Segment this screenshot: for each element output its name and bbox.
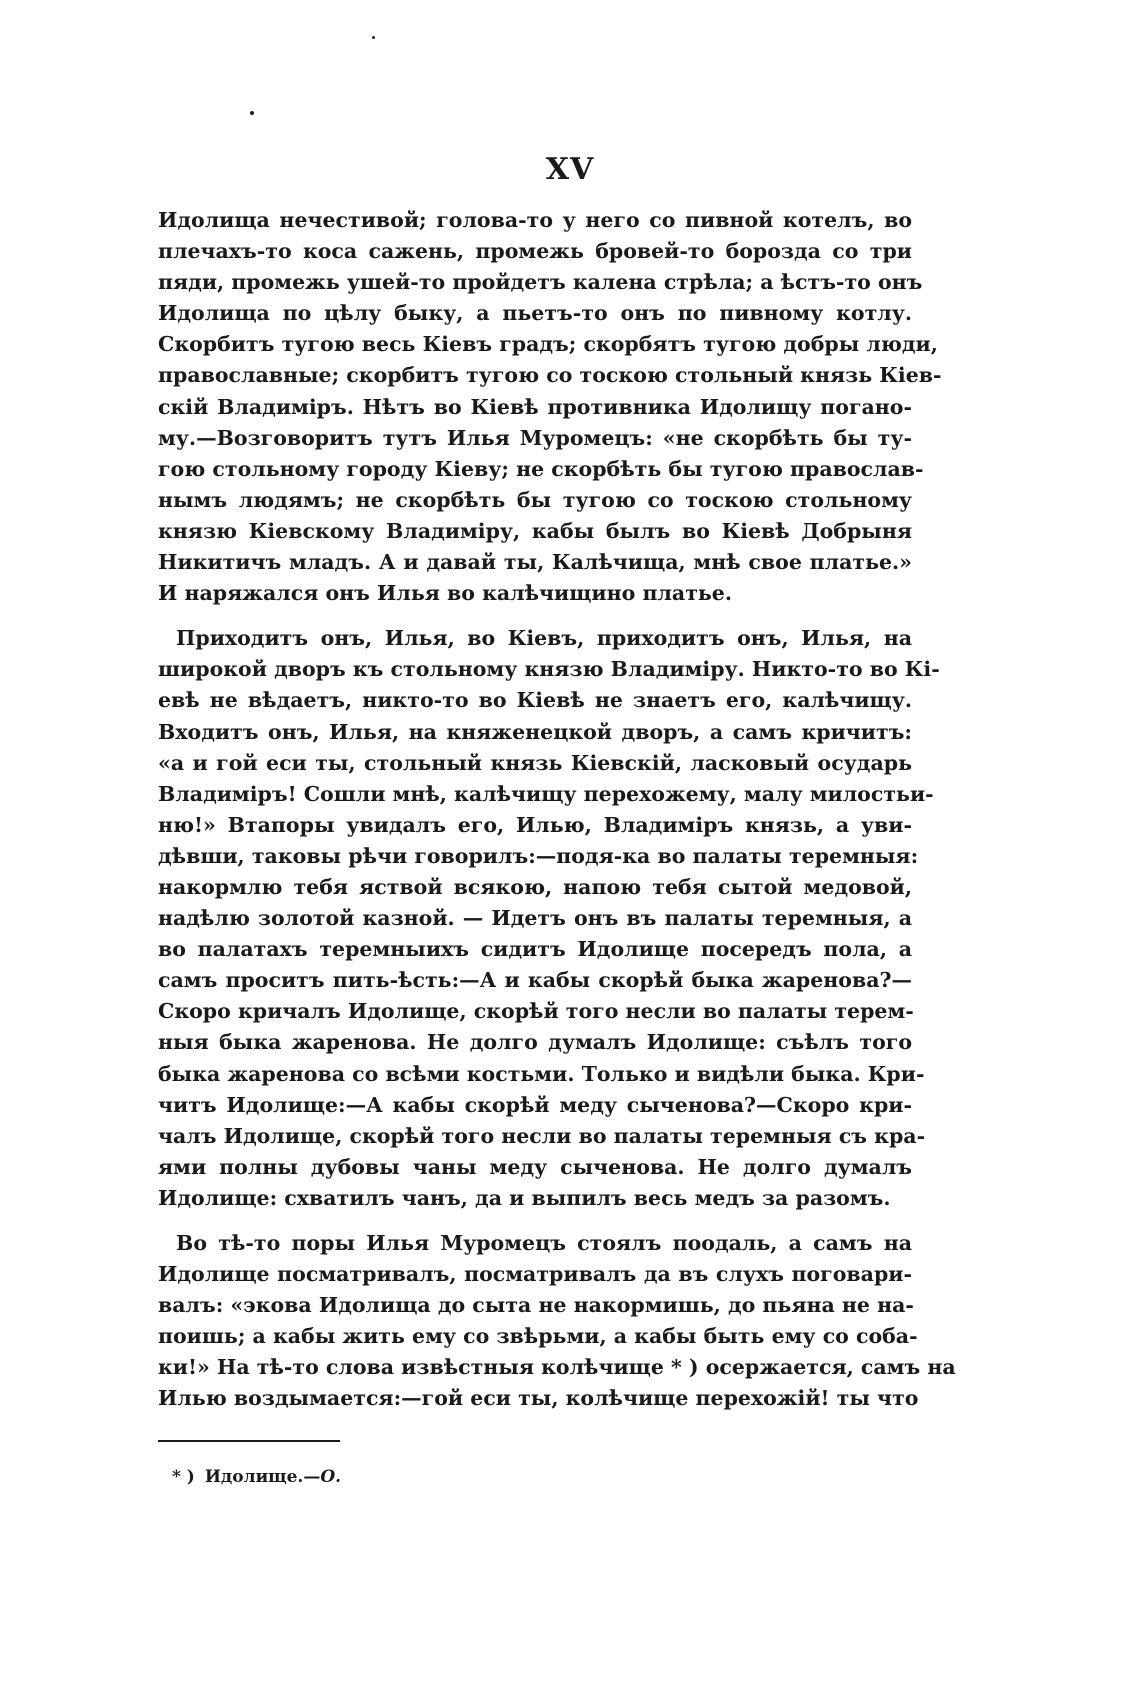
text-line: Идолище посматривалъ, посматривалъ да въ слухъ поговари-	[158, 1262, 912, 1287]
text-line: И наряжался онъ Илья во калѣчищино платье.	[158, 581, 732, 606]
text-line: му.—Возговоритъ тутъ Илья Муромецъ: «не скорбѣть бы ту-	[158, 425, 912, 450]
text-line: ныя быка жаренова. Не долго думалъ Идолище: съѣлъ того	[158, 1030, 912, 1055]
text-line: православные; скорбитъ тугою со тоскою стольный князь Кіев-	[158, 363, 942, 388]
ink-speck	[372, 36, 375, 39]
text-line: дѣвши, таковы рѣчи говорилъ:—подя-ка во палаты теремныя:	[158, 843, 919, 868]
paragraph-2	[158, 623, 940, 1214]
text-line: Идолища по цѣлу быку, а пьетъ-то онъ по пивному котлу.	[158, 301, 912, 326]
text-line: накормлю тебя яствой всякою, напою тебя сытой медовой,	[158, 874, 912, 899]
text-line: Во тѣ-то поры Илья Муромецъ стоялъ поодаль, а самъ на	[176, 1231, 912, 1255]
text-line: надѣлю золотой казной. — Идетъ онъ въ палаты теремныя, а	[158, 906, 912, 931]
text-line: Скоро кричалъ Идолище, скорѣй того несли во палаты терем-	[158, 999, 914, 1024]
text-line: чалъ Идолище, скорѣй того несли во палаты теремныя съ кра-	[158, 1123, 926, 1148]
text-line: плечахъ-то коса сажень, промежь бровей-то борозда со три	[158, 239, 912, 264]
footnote	[172, 1467, 341, 1487]
text-line: Входитъ онъ, Илья, на княженецкой дворъ, а самъ кричитъ:	[158, 719, 912, 744]
text-line: Приходитъ онъ, Илья, во Кіевъ, приходитъ онъ, Илья, на	[176, 626, 912, 651]
paragraph-1	[158, 205, 942, 609]
text-line: Илью воздымается:—гой еси ты, колѣчище перехожій! ты что	[158, 1386, 919, 1411]
text-line: самъ проситъ пить-ѣсть:—А и кабы скорѣй быка жаренова?—	[158, 968, 912, 993]
text-line: во палатахъ теремныихъ сидитъ Идолище посередъ пола, а	[158, 937, 912, 962]
footnote-text: Идолище.—	[204, 1467, 321, 1487]
text-line: гою стольному городу Кіеву; не скорбѣть бы тугою православ-	[158, 456, 924, 481]
text-line: ню!» Втапоры увидалъ его, Илью, Владиміръ князь, а уви-	[158, 812, 912, 837]
ink-speck	[250, 111, 254, 115]
text-line: валъ: «экова Идолища до сыта не накормишь, до пьяна не на-	[158, 1293, 914, 1318]
text-line: Владиміръ! Сошли мнѣ, калѣчищу перехожему, малу милостьи-	[158, 781, 934, 806]
text-line: князю Кіевскому Владиміру, кабы былъ во Кіевѣ Добрыня	[158, 518, 912, 543]
body-text	[158, 205, 956, 1429]
text-line: читъ Идолище:—А кабы скорѣй меду сыченова?—Скоро кри-	[158, 1092, 912, 1117]
text-line: широкой дворъ къ стольному князю Владиміру. Никто-то во Кі-	[158, 657, 940, 682]
text-line: нымъ людямъ; не скорбѣть бы тугою со тоскою стольному	[158, 487, 912, 512]
text-line: ки!» На тѣ-то слова извѣстныя колѣчище * ) осержается, самъ на	[158, 1355, 956, 1380]
footnote-source: О.	[320, 1467, 342, 1487]
text-line: евѣ не вѣдаетъ, никто-то во Кіевѣ не знаетъ его, калѣчищу.	[158, 688, 912, 713]
footnote-rule	[158, 1440, 340, 1442]
text-line: Идолище: схватилъ чанъ, да и выпилъ весь медъ за разомъ.	[158, 1185, 891, 1210]
text-line: Идолища нечестивой; голова-то у него со пивной котелъ, во	[158, 208, 912, 232]
text-line: Никитичъ младъ. А и давай ты, Калѣчища, мнѣ свое платье.»	[158, 550, 912, 575]
text-line: Скорбитъ тугою весь Кіевъ градъ; скорбятъ тугою добры люди,	[158, 332, 938, 357]
text-line: быка жаренова со всѣми костьми. Только и видѣли быка. Кри-	[158, 1061, 925, 1086]
text-line: ями полны дубовы чаны меду сыченова. Не долго думалъ	[158, 1154, 912, 1179]
text-line: «а и гой еси ты, стольный князь Кіевскій, ласковый осударь	[158, 750, 912, 775]
text-line: пяди, промежь ушей-то пройдетъ калена стрѣла; а ѣстъ-то онъ	[158, 270, 923, 295]
text-line: скій Владиміръ. Нѣтъ во Кіевѣ противника Идолищу погано-	[158, 394, 912, 419]
footnote-mark: * )	[172, 1467, 195, 1487]
text-line: поишь; а кабы жить ему со звѣрьми, а кабы быть ему со соба-	[158, 1324, 918, 1349]
paragraph-3	[158, 1228, 956, 1415]
page-number: XV	[545, 152, 595, 187]
